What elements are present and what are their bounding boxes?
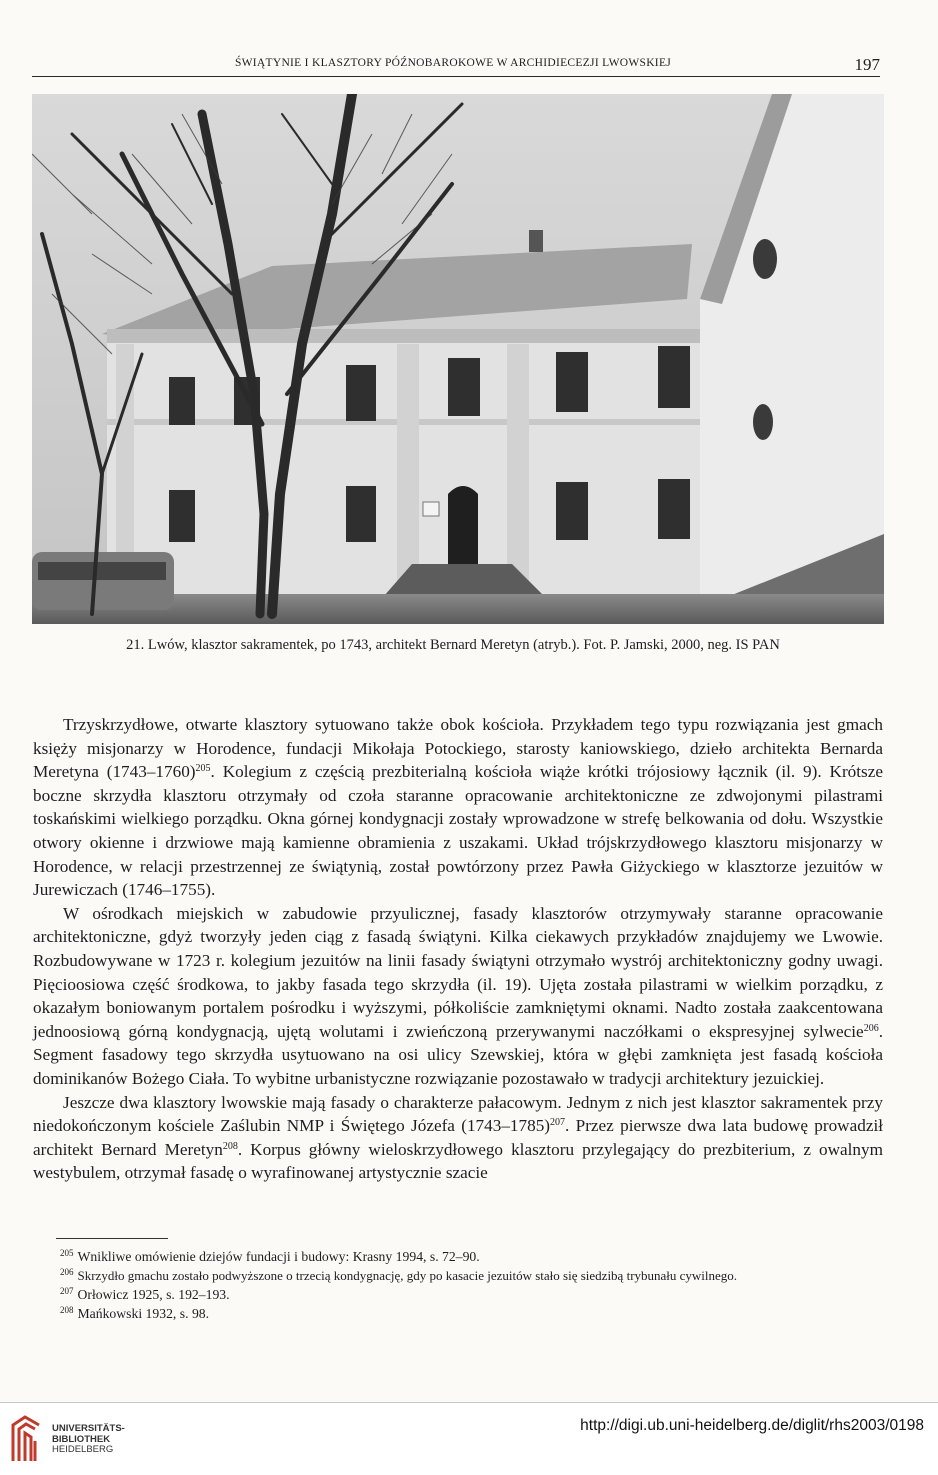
running-header: ŚWIĄTYNIE I KLASZTORY PÓŹNOBAROKOWE W ARCHIDIECEZJI LWOWSKIEJ — [234, 57, 672, 69]
footnote-ref-206: 206 — [863, 1022, 879, 1034]
source-url-link[interactable]: http://digi.ub.uni-heidelberg.de/diglit/rhs2003/0198 — [580, 1417, 924, 1434]
footer-bar — [0, 1402, 938, 1475]
footnote-ref-205: 205 — [195, 763, 211, 775]
footnote: $^{205}$ Wnikliwe omówienie dziejów fundacji i budowy: Krasny 1994, s. 72–90. — [60, 1248, 480, 1264]
library-logo-icon — [9, 1415, 43, 1463]
figure-photo — [32, 94, 884, 624]
library-name: UNIVERSITÄTS- BIBLIOTHEK HEIDELBERG — [52, 1423, 125, 1455]
figure-caption: 21. Lwów, klasztor sakramentek, po 1743, architekt Bernard Meretyn (atryb.). Fot. P. Jamski, 2000, neg. IS PAN — [126, 637, 780, 653]
footnote-ref-207: 207 — [550, 1117, 566, 1129]
footnote: $^{206}$ Skrzydło gmachu zostało podwyższone o trzecią kondygnację, gdy po kasacie jezuitów stało się siedzibą trybunału cywilnego. — [60, 1267, 738, 1283]
paragraph-1: Trzyskrzydłowe, otwarte klasztory sytuowano także obok kościoła. Przykładem tego typu rozwiązania jest gmach księży misjonarzy w Horodence, fundacji Mikołaja Potockiego, starosty kaniowskiego, dzieło architekta Bernarda Meretyna (1743–1760)$^{205}$. Kolegium z częścią prezbiterialną kościoła wiąże krótki trójosiowy łącznik (il. 9). Krótsze boczne skrzydła klasztoru otrzymały od czoła staranne opracowanie architektoniczne ze zdwojonymi pilastrami toskańskimi wielkiego porządku. Okna górnej kondygnacji zostały wprowadzone w strefę belkowania od dołu. Wszystkie otwory okienne i drzwiowe mają kamienne obramienia z uszakami. Układ trójskrzydłowego klasztoru misjonarzy w Horodence, w relacji przestrzennej ze świątynią, został powtórzony przez Pawła Giżyckiego w klasztorze jezuitów w Jurewiczach (1746–1755). — [33, 715, 883, 900]
header-rule — [32, 76, 880, 77]
building-photograph — [32, 94, 884, 624]
paragraph-2: W ośrodkach miejskich w zabudowie przyulicznej, fasady klasztorów otrzymywały staranne opracowanie architektoniczne, gdyż tworzyły jeden ciąg z fasadą świątyni. Kilka ciekawych przykładów znajdujemy we Lwowie. Rozbudowywane w 1723 r. kolegium jezuitów na linii fasady świątyni otrzymało wystrój architektoniczny godny uwagi. Pięcioosiowa część środkowa, to jakby fasada tego skrzydła (il. 19). Ujęta została pilastrami w wielkim porządku, z okazałym boniowanym portalem pośrodku i wyższymi, półkoliście zamkniętymi oknami. Nadto została zaakcentowana jednoosiową górną kondygnacją, ujętą wolutami i zwieńczoną przerywanymi naczółkami o ekspresyjnej sylwecie$^{206}$. Segment fasadowy tego skrzydła usytuowano na osi ulicy Szewskiej, która w głębi zamknięta jest fasadą kościoła dominikanów Bożego Ciała. To wybitne urbanistyczne rozwiązanie pozostawało w tradycji architektury jezuickiej. — [33, 903, 883, 1088]
paragraph-3: Jeszcze dwa klasztory lwowskie mają fasady o charakterze pałacowym. Jednym z nich jest klasztor sakramentek przy niedokończonym kościele Zaślubin NMP i Świętego Józefa (1743–1785)$^{207}$. Przez pierwsze dwa lata budowę prowadził architekt Bernard Meretyn$^{208}$. Korpus główny wieloskrzydłowego klasztoru przylegający do prezbiterium, z owalnym westybulem, otrzymał fasadę o wyrafinowanej artystycznie szacie — [33, 1092, 883, 1183]
footnote: $^{207}$ Orłowicz 1925, s. 192–193. — [60, 1286, 230, 1302]
footnote-rule — [56, 1238, 168, 1239]
body-text — [33, 713, 883, 1185]
footnotes — [60, 1247, 886, 1323]
footnote-ref-208: 208 — [222, 1140, 238, 1152]
footnote: $^{208}$ Mańkowski 1932, s. 98. — [60, 1305, 210, 1321]
page-number: 197 — [854, 55, 880, 74]
